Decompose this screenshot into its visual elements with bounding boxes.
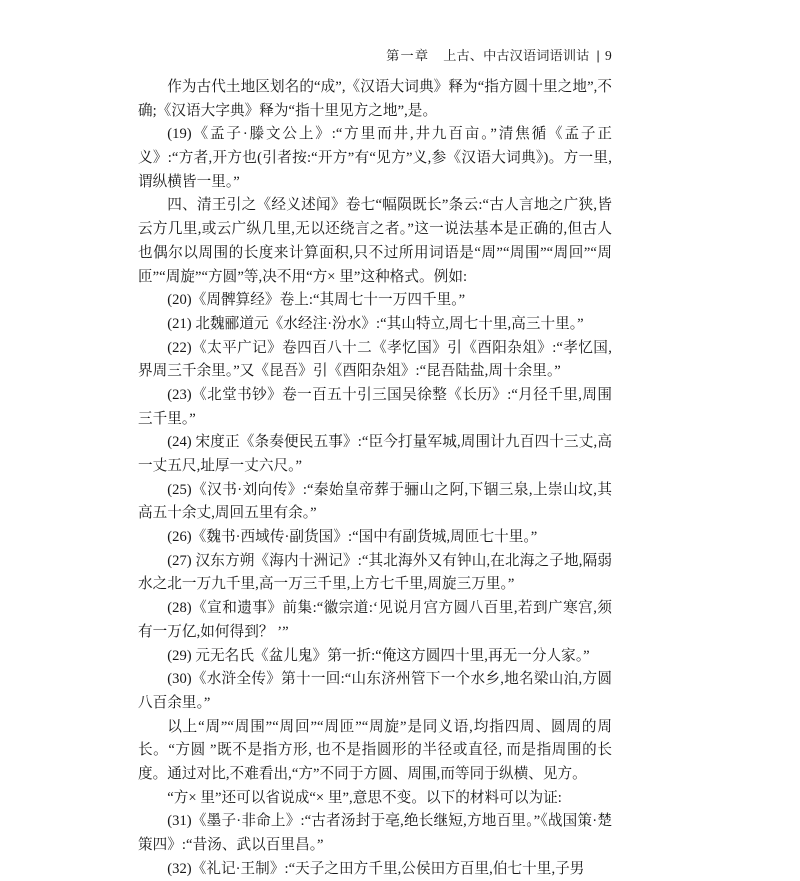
example-31: (31)《墨子·非命上》:“古者汤封于亳,绝长继短,方地百里。”《战国策·楚策四》:“昔汤、武以百里昌。” <box>138 813 612 853</box>
running-head-chapter-number: 第一章 <box>386 48 430 63</box>
example-28: (28)《宣和遗事》前集:“徽宗道:‘见说月宫方圆八百里,若到广寒宫,须有一万亿,如何得到？ ’” <box>138 600 612 640</box>
running-head <box>138 47 612 65</box>
example-27: (27) 汉东方朔《海内十洲记》:“其北海外又有钟山,在北海之子地,隔弱水之北一万九千里,高一万三千里,上方七千里,周旋三万里。” <box>138 552 612 593</box>
paragraph-section-four: 四、清王引之《经义述闻》卷七“幅陨既长”条云:“古人言地之广狭,皆云方几里,或云广纵几里,无以还绕言之者。”这一说法基本是正确的,但古人也偶尔以周围的长度来计算面积,只不过所用词语是“周”“周围”“周回”“周匝”“周旋”“方圆”等,决不用“方× 里”这种格式。例如: <box>138 197 612 285</box>
running-head-chapter-title: 上古、中古汉语词语训诂 <box>443 48 590 63</box>
example-32: (32)《礼记·王制》:“天子之田方千里,公侯田方百里,伯七十里,子男 <box>167 860 585 877</box>
example-19: (19)《孟子·滕文公上》:“方里而井,井九百亩。”清焦循《孟子正义》:“方者,开方也(引者按:“开方”有“见方”义,参《汉语大词典》)。方一里,谓纵横皆一里。” <box>138 126 612 190</box>
example-26: (26)《魏书·西域传·副货国》:“国中有副货城,周匝七十里。” <box>167 529 538 546</box>
paragraph-formula-note: “方× 里”还可以省说成“× 里”,意思不变。以下的材料可以为证: <box>167 789 562 806</box>
paragraph-summary: 以上“周”“周围”“周回”“周匝”“周旋”是同义语,均指四周、圆周的周长。“方圆 ”既不是指方形, 也不是指圆形的半径或直径, 而是指周围的长度。通过对比,不难看出,“方”不同于方圆、周围,而等同于纵横、见方。 <box>138 718 612 782</box>
body-text-block <box>138 76 612 881</box>
paragraph-cheng-definition: 作为古代土地区划名的“成”,《汉语大词典》释为“指方圆十里之地”,不确;《汉语大字典》释为“指十里见方之地”,是。 <box>138 79 612 119</box>
example-30: (30)《水浒全传》第十一回:“山东济州管下一个水乡,地名梁山泊,方圆八百余里。” <box>138 671 612 711</box>
example-22: (22)《太平广记》卷四百八十二《孝忆国》引《酉阳杂俎》:“孝忆国,界周三千余里。”又《昆吾》引《酉阳杂俎》:“昆吾陆盐,周十余里。” <box>138 339 612 380</box>
example-25: (25)《汉书·刘向传》:“秦始皇帝葬于骊山之阿,下锢三泉,上崇山坟,其高五十余丈,周回五里有余。” <box>138 481 612 522</box>
page-number: 9 <box>605 48 612 63</box>
example-21: (21) 北魏郦道元《水经注·汾水》:“其山特立,周七十里,高三十里。” <box>167 315 584 332</box>
example-20: (20)《周髀算经》卷上:“其周七十一万四千里。” <box>167 292 466 309</box>
example-23: (23)《北堂书钞》卷一百五十引三国吴徐整《长历》:“月径千里,周围三千里。” <box>138 386 612 427</box>
example-24: (24) 宋度正《条奏便民五事》:“臣今打量军城,周围计九百四十三丈,高一丈五尺,址厚一丈六尺。” <box>138 434 612 474</box>
running-head-separator: | <box>596 48 601 63</box>
example-29: (29) 元无名氏《盆儿鬼》第一折:“俺这方圆四十里,再无一分人家。” <box>167 647 590 664</box>
